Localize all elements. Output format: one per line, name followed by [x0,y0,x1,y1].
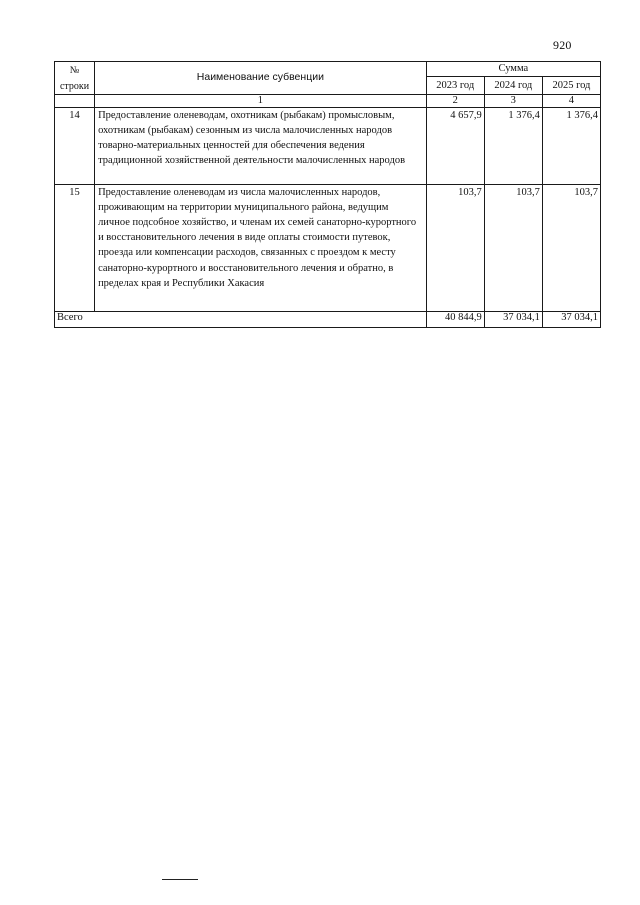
amount-2023: 103,7 [426,184,484,311]
subsidy-table [54,61,601,328]
amount-2025: 103,7 [542,184,600,311]
amount-2025: 1 376,4 [542,107,600,184]
header-year-2024: 2024 год [484,76,542,94]
page-number: 920 [553,38,572,52]
footer-rule [162,879,198,880]
column-index-1: 1 [95,95,427,108]
total-2025: 37 034,1 [542,311,600,327]
column-index-row [55,95,601,108]
column-index-0 [55,95,95,108]
amount-2024: 1 376,4 [484,107,542,184]
row-number: 14 [55,107,95,184]
column-index-4: 4 [542,95,600,108]
header-name-label: Наименование субвенции [196,71,324,84]
subsidy-name: Предоставление оленеводам, охотникам (рыбакам) промысловым, охотникам (рыбакам) сезонным из числа малочисленных народов товарно-материальных ценностей для обеспечения ведения традиционной хозяйственной деятельности малочисленных народов [95,107,427,184]
header-row-top [55,62,601,77]
subsidy-name: Предоставление оленеводам из числа малочисленных народов, проживающим на территории муниципального района, ведущим личное подсобное хозяйство, и членам их семей санаторно-курортного и восстановительного лечения в виде оплаты стоимости путевок, проезда или компенсации расходов, связанных с проездом к месту санаторно-курортного и восстановительного лечения и обратно, в пределах края и Республики Хакасия [95,184,427,311]
header-sum-label: Сумма [498,63,529,75]
row-number: 15 [55,184,95,311]
table-row [55,107,601,184]
amount-2023: 4 657,9 [426,107,484,184]
header-num-label: № строки [59,65,90,92]
header-year-2023: 2023 год [426,76,484,94]
column-index-2: 2 [426,95,484,108]
header-name-cell [95,62,427,95]
total-label: Всего [55,311,427,327]
total-2023: 40 844,9 [426,311,484,327]
header-year-2025: 2025 год [542,76,600,94]
total-2024: 37 034,1 [484,311,542,327]
amount-2024: 103,7 [484,184,542,311]
header-num-cell [55,62,95,95]
total-row [55,311,601,327]
header-sum-cell [426,62,600,77]
column-index-3: 3 [484,95,542,108]
table-row [55,184,601,311]
